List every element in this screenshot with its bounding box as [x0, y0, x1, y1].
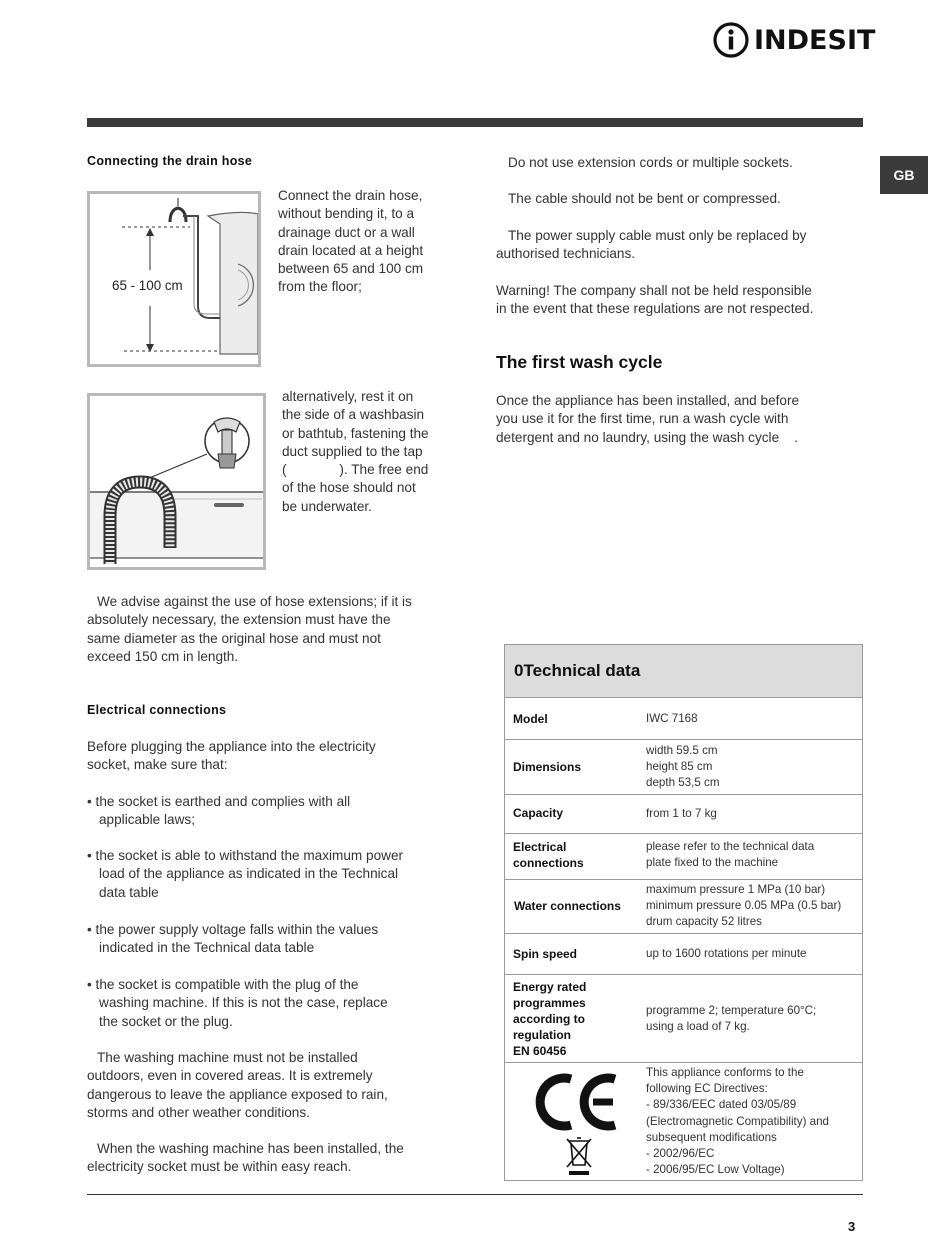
washbasin-instructions	[282, 388, 429, 516]
indesit-logo	[712, 20, 876, 60]
text-line: from the floor;	[278, 279, 362, 295]
text-line: • the socket is earthed and complies with all	[87, 794, 351, 809]
text-line: detergent and no laundry, using the wash cycle .	[496, 429, 799, 445]
bullet-earthed	[87, 793, 350, 830]
electrical-intro	[87, 738, 376, 775]
text-line: • the socket is compatible with the plug of the	[87, 977, 359, 992]
electrical-heading: Electrical connections	[87, 703, 227, 717]
text-line: load of the appliance as indicated in the Technical	[99, 866, 399, 882]
text-line: maximum pressure 1 MPa (10 bar)	[646, 883, 826, 896]
text-line: the socket or the plug.	[99, 1013, 233, 1029]
text-line: applicable laws;	[99, 812, 195, 828]
row-value-directives	[646, 1065, 829, 1178]
text-line: Once the appliance has been installed, and before	[496, 393, 800, 408]
technical-data-title: 0Technical data	[505, 645, 862, 698]
socket-reach-note	[87, 1140, 404, 1177]
text-line: storms and other weather conditions.	[87, 1104, 310, 1120]
text-line: of the hose should not	[282, 480, 416, 496]
washbasin-figure	[87, 393, 266, 570]
text-line: depth 53,5 cm	[646, 776, 720, 790]
text-line: • the power supply voltage falls within the values	[87, 922, 379, 937]
brand-name: INDESIT	[754, 25, 876, 56]
drain-height-figure	[87, 191, 261, 367]
row-value-capacity: from 1 to 7 kg	[646, 807, 717, 820]
text-line: - 2006/95/EC Low Voltage)	[646, 1163, 785, 1177]
text-line: outdoors, even in covered areas. It is extremely	[87, 1068, 373, 1084]
text-line: according to	[513, 1012, 586, 1026]
bullet-plug	[87, 976, 388, 1031]
row-value-spin: up to 1600 rotations per minute	[646, 947, 807, 960]
row-label-dimensions: Dimensions	[513, 760, 582, 774]
drain-instructions	[278, 187, 423, 297]
table-row	[505, 880, 862, 934]
text-line: between 65 and 100 cm	[278, 261, 424, 277]
text-line: or bathtub, fastening the	[282, 425, 429, 441]
text-line: • the socket is able to withstand the maximum power	[87, 848, 404, 863]
drain-hose-heading: Connecting the drain hose	[87, 154, 253, 168]
row-value-model: IWC 7168	[646, 712, 698, 725]
row-label-energy	[513, 979, 586, 1059]
table-row	[505, 740, 862, 795]
text-line: Warning! The company shall not be held responsible	[496, 283, 812, 298]
footer-rule	[87, 1194, 863, 1195]
text-line: minimum pressure 0.05 MPa (0.5 bar)	[646, 899, 842, 913]
language-tab: GB	[880, 156, 928, 194]
text-line: subsequent modifications	[646, 1130, 777, 1144]
text-line: authorised technicians.	[496, 246, 636, 262]
text-line: Electrical	[513, 840, 567, 854]
text-line: alternatively, rest it on	[282, 389, 414, 404]
text-line: be underwater.	[282, 498, 372, 514]
text-line: washing machine. If this is not the case, replace	[99, 995, 388, 1011]
text-line: duct supplied to the tap	[282, 443, 423, 459]
row-value-water	[646, 882, 841, 931]
text-line: drainage duct or a wall	[278, 224, 415, 240]
extension-cord-note: Do not use extension cords or multiple sockets.	[508, 155, 793, 170]
text-line: in the event that these regulations are not respected.	[496, 301, 814, 317]
text-line: electricity socket must be within easy reach.	[87, 1159, 352, 1175]
first-wash-heading: The first wash cycle	[496, 352, 663, 372]
page-number: 3	[848, 1219, 856, 1234]
outdoors-warning	[87, 1049, 388, 1122]
text-line: without bending it, to a	[278, 206, 415, 222]
text-line: ( ). The free end	[282, 462, 429, 478]
row-label-model: Model	[513, 712, 548, 726]
row-value-energy	[646, 1003, 816, 1035]
row-value-dimensions	[646, 743, 719, 792]
text-line: Before plugging the appliance into the electricity	[87, 739, 376, 754]
indesit-logo-icon	[712, 20, 752, 60]
drain-height-label: 65 - 100 cm	[112, 278, 183, 293]
text-line: The washing machine must not be installed	[97, 1050, 358, 1065]
text-line: This appliance conforms to the	[646, 1066, 804, 1079]
row-value-electrical	[646, 839, 814, 871]
text-line: same diameter as the original hose and must not	[87, 630, 381, 646]
text-line: We advise against the use of hose extensions; if it is	[97, 594, 412, 609]
row-label-spin: Spin speed	[513, 947, 578, 961]
text-line: Connect the drain hose,	[278, 188, 423, 203]
bullet-voltage	[87, 921, 378, 958]
ce-mark-icon	[531, 1069, 623, 1182]
hose-extension-advice	[87, 593, 477, 666]
text-line: plate fixed to the machine	[646, 856, 779, 870]
row-label-water: Water connections	[514, 899, 621, 913]
bullet-power-load	[87, 847, 403, 902]
text-line: please refer to the technical data	[646, 840, 815, 853]
text-line: Energy rated	[513, 980, 587, 994]
row-label-electrical	[513, 839, 584, 871]
technical-data-table	[504, 644, 863, 1181]
text-line: The power supply cable must only be replaced by	[508, 228, 807, 243]
text-line: - 89/336/EEC dated 03/05/89	[646, 1098, 797, 1112]
first-wash-text	[496, 392, 799, 447]
text-line: width 59.5 cm	[646, 744, 718, 757]
text-line: EN 60456	[513, 1044, 567, 1058]
text-line: dangerous to leave the appliance exposed to rain,	[87, 1086, 388, 1102]
washbasin-hose-illustration	[90, 396, 263, 567]
text-line: connections	[513, 856, 584, 870]
cable-bend-note: The cable should not be bent or compressed.	[508, 191, 781, 206]
text-line: following EC Directives:	[646, 1082, 768, 1096]
text-line: height 85 cm	[646, 760, 713, 774]
table-row	[505, 698, 862, 740]
text-line: the side of a washbasin	[282, 407, 425, 423]
table-row	[505, 975, 862, 1063]
text-line: indicated in the Technical data table	[99, 940, 315, 956]
text-line: regulation	[513, 1028, 572, 1042]
table-row	[505, 834, 862, 880]
text-line: When the washing machine has been installed, the	[97, 1141, 404, 1156]
text-line: drain located at a height	[278, 242, 424, 258]
text-line: you use it for the first time, run a wash cycle with	[496, 411, 789, 427]
table-row	[505, 795, 862, 834]
header-rule	[87, 118, 863, 127]
text-line: using a load of 7 kg.	[646, 1020, 750, 1034]
text-line: data table	[99, 884, 159, 900]
table-row	[505, 934, 862, 975]
text-line: exceed 150 cm in length.	[87, 648, 239, 664]
cable-replace-note	[496, 227, 806, 264]
text-line: programme 2; temperature 60°C;	[646, 1004, 817, 1017]
text-line: absolutely necessary, the extension must have the	[87, 612, 391, 628]
table-row	[505, 1063, 862, 1181]
text-line: drum capacity 52 litres	[646, 915, 762, 929]
text-line: (Electromagnetic Compatibility) and	[646, 1114, 829, 1128]
responsibility-warning	[496, 282, 813, 319]
text-line: programmes	[513, 996, 586, 1010]
row-label-capacity: Capacity	[513, 806, 564, 820]
weee-bin-icon	[567, 1138, 591, 1175]
text-line: socket, make sure that:	[87, 757, 228, 773]
text-line: - 2002/96/EC	[646, 1147, 715, 1161]
